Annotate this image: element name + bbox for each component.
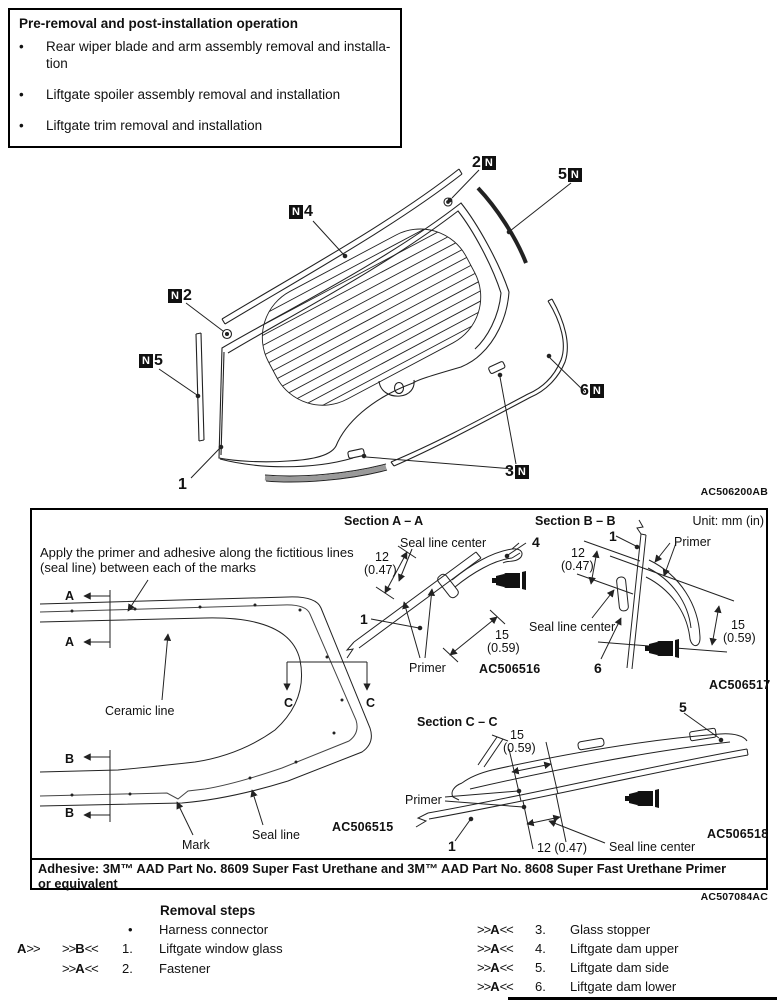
install-mark: A>> (17, 941, 40, 956)
step-label: Liftgate dam side (570, 960, 670, 975)
removal-steps-heading: Removal steps (160, 903, 256, 918)
figure-code-section-c: AC506518 (707, 827, 769, 841)
liftgate-glass-diagram (159, 166, 585, 482)
step-number: 1. (122, 941, 133, 956)
wiper-pivot (379, 380, 414, 396)
bullet-icon: • (19, 118, 24, 133)
dam-lower-strip (265, 299, 567, 482)
list-item (19, 117, 391, 134)
dam-upper-strip (222, 169, 462, 324)
non-reusable-icon: N (289, 205, 303, 219)
callout-1 (178, 477, 187, 493)
seal-line-center-label: Seal line center (400, 536, 487, 550)
pre-op-item-text: Rear wiper blade and arm assembly removal and installa- (46, 39, 391, 54)
defroster-grid (237, 207, 506, 427)
removal-step-row (128, 922, 268, 937)
main-leaders (159, 170, 585, 478)
install-mark: >>A<< (477, 960, 513, 975)
removal-step-row (62, 961, 210, 976)
step-number: 3. (535, 922, 546, 937)
step-number: 6. (535, 979, 546, 994)
callout-5-top (558, 167, 583, 183)
removal-step-row (477, 960, 669, 975)
callout-number: 6 (580, 382, 589, 399)
dam-side-strip-right (478, 188, 526, 263)
figure-code-section-a: AC506516 (479, 662, 541, 676)
bullet-icon: • (128, 922, 133, 937)
removal-step-row (477, 941, 678, 956)
dimension-15: 15 (0.59) (503, 728, 536, 755)
install-mark: >>A<< (477, 941, 513, 956)
pre-op-item-text: Liftgate spoiler assembly removal and installation (46, 87, 341, 102)
seal-line-center-label: Seal line center (609, 840, 696, 854)
pre-op-item-text: Liftgate trim removal and installation (46, 118, 263, 133)
list-item (19, 38, 391, 72)
removal-step-row (477, 979, 676, 994)
primer-label: Primer (674, 535, 711, 549)
bullet-icon: • (19, 39, 24, 54)
step-label: Fastener (159, 961, 211, 976)
adhesive-note (38, 861, 764, 891)
non-reusable-icon: N (515, 465, 529, 479)
figure-code-main: AC506200AB (700, 486, 768, 498)
step-number: 5. (535, 960, 546, 975)
glass-stoppers (348, 361, 506, 459)
non-reusable-icon: N (590, 384, 604, 398)
dimension-12: 12 (0.47) (364, 550, 397, 577)
instruction-text: Apply the primer and adhesive along the fictitious lines (40, 545, 354, 560)
non-reusable-icon: N (568, 168, 582, 182)
step-label: Harness connector (159, 922, 269, 937)
figure-code-section-b: AC506517 (709, 678, 771, 692)
dam-side-strip-left (196, 333, 204, 441)
section-mark-c: C (284, 696, 294, 710)
section-mark-b: B (65, 752, 75, 766)
dimension-12: 12 (0.47) (537, 841, 588, 855)
seal-line-label: Seal line (252, 828, 300, 842)
table-border-fragment (508, 997, 777, 1000)
callout-number: 5 (558, 166, 567, 183)
divider (32, 858, 766, 860)
section-mark-c: C (366, 696, 376, 710)
step-label: Liftgate dam upper (570, 941, 679, 956)
section-a-title: Section A – A (344, 514, 424, 528)
figure-code-plan: AC506515 (332, 820, 394, 834)
primer-label: Primer (405, 793, 442, 807)
callout-2-left (167, 288, 192, 304)
step-label: Glass stopper (570, 922, 651, 937)
seal-line-center-label: Seal line center (529, 620, 616, 634)
callout-2-top (472, 155, 497, 171)
glass-bottom-lip (220, 458, 353, 467)
callout-number: 2 (472, 154, 481, 171)
part-number-4: 4 (532, 534, 540, 550)
part-number-1: 1 (448, 838, 456, 854)
callout-6 (580, 383, 605, 399)
part-number-6: 6 (594, 660, 602, 676)
install-mark: >>A<< (477, 979, 513, 994)
callout-4 (288, 204, 313, 220)
glass-outline (219, 203, 509, 462)
pre-op-item-text: tion (46, 56, 68, 71)
adhesive-note-line: or equivalent (38, 876, 118, 891)
step-label: Liftgate window glass (159, 941, 283, 956)
ceramic-line-label: Ceramic line (105, 704, 175, 718)
callout-number: 4 (304, 203, 313, 220)
non-reusable-icon: N (168, 289, 182, 303)
install-mark: >>B<< (62, 941, 98, 956)
step-number: 2. (122, 961, 133, 976)
part-number-5: 5 (679, 699, 687, 715)
instruction-text: (seal line) between each of the marks (40, 560, 257, 575)
part-number-1: 1 (360, 611, 368, 627)
step-number: 4. (535, 941, 546, 956)
section-mark-a: A (65, 589, 75, 603)
callout-number: 2 (183, 287, 192, 304)
dimension-12: 12 (0.47) (561, 546, 594, 573)
install-mark: >>A<< (62, 961, 98, 976)
callout-number: 3 (505, 463, 514, 480)
callout-5-left (138, 353, 163, 369)
section-mark-a: A (65, 635, 75, 649)
pre-op-title: Pre-removal and post-installation operation (19, 16, 299, 31)
callout-number: 1 (178, 476, 187, 493)
removal-step-row (477, 922, 650, 937)
section-c-title: Section C – C (417, 715, 498, 729)
figure-code-bottom: AC507084AC (700, 891, 768, 903)
removal-step-row (17, 941, 283, 956)
unit-label: Unit: mm (in) (692, 514, 764, 528)
callout-number: 5 (154, 352, 163, 369)
fasteners (223, 198, 453, 339)
dimension-15: 15 (0.59) (487, 628, 520, 655)
detail-box (30, 508, 771, 891)
callout-3 (505, 464, 530, 480)
dimension-15: 15 (0.59) (723, 618, 756, 645)
non-reusable-icon: N (482, 156, 496, 170)
install-mark: >>A<< (477, 922, 513, 937)
section-b-title: Section B – B (535, 514, 616, 528)
mark-label: Mark (182, 838, 210, 852)
section-mark-b: B (65, 806, 75, 820)
list-item (19, 86, 391, 103)
non-reusable-icon: N (139, 354, 153, 368)
adhesive-note-line: Adhesive: 3M™ AAD Part No. 8609 Super Fast Urethane and 3M™ AAD Part No. 8608 Super Fast Urethane Primer (38, 861, 727, 876)
primer-label: Primer (409, 661, 446, 675)
part-number-1: 1 (609, 528, 617, 544)
bullet-icon: • (19, 87, 24, 102)
step-label: Liftgate dam lower (570, 979, 677, 994)
pre-op-box (8, 8, 402, 148)
